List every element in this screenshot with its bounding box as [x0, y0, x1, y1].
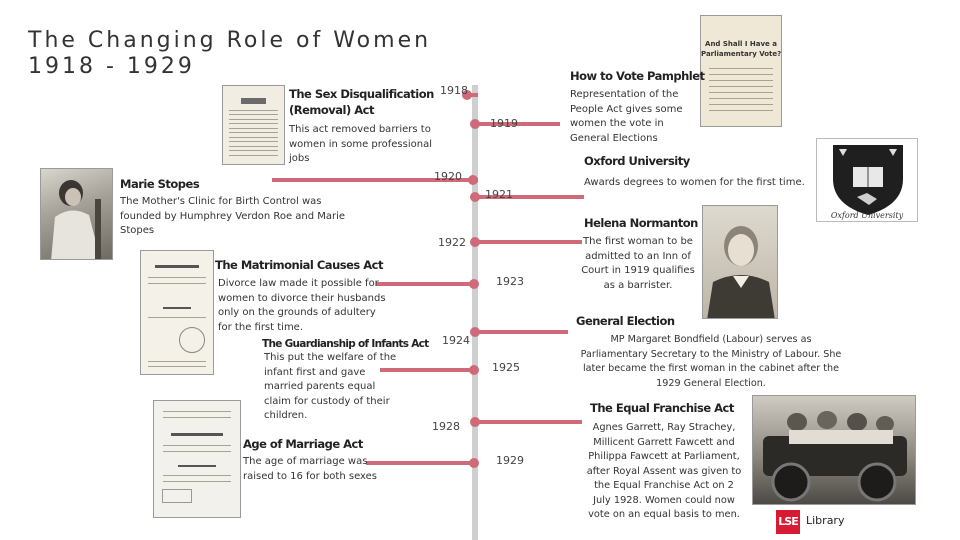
oxford-heading: Oxford University: [584, 154, 690, 168]
connector-dot-1923: [469, 279, 479, 289]
age-of-marriage-text: The age of marriage was raised to 16 for both sexes: [243, 456, 378, 482]
connector-1924: [472, 330, 568, 334]
marie-stopes-heading: Marie Stopes: [120, 177, 200, 191]
sex-disqualification-heading: The Sex Disqualification (Removal) Act: [289, 87, 434, 117]
general-election-heading: General Election: [576, 314, 675, 328]
year-1920: 1920: [434, 170, 462, 183]
year-1921: 1921: [485, 188, 513, 201]
helena-normanton-heading: Helena Normanton: [584, 216, 698, 230]
year-1924: 1924: [442, 334, 470, 347]
lse-library-label: Library: [806, 514, 845, 527]
timeline-axis: [472, 85, 478, 540]
year-1919: 1919: [490, 117, 518, 130]
connector-dot-1924: [470, 327, 480, 337]
connector-dot-1929: [469, 458, 479, 468]
connector-1929: [366, 461, 478, 465]
age-of-marriage-document: [153, 400, 241, 518]
general-election-text: MP Margaret Bondfield (Labour) serves as Parliamentary Secretary to the Ministry of Labour. She later became the first woman in the cabinet after the 1929 General Election.: [580, 334, 842, 389]
marie-stopes-text: The Mother's Clinic for Birth Control was founded by Humphrey Verdon Roe and Marie Stopes: [120, 196, 346, 236]
year-1928: 1928: [432, 420, 460, 433]
helena-normanton-text: The first woman to be admitted to an Inn of Court in 1919 qualifies as a barrister.: [581, 236, 695, 291]
pamphlet-title-line-1: And Shall I Have a: [705, 40, 777, 48]
matrimonial-causes-heading: The Matrimonial Causes Act: [215, 258, 383, 272]
year-1929: 1929: [496, 454, 524, 467]
helena-normanton-photo: [702, 205, 778, 319]
connector-1922: [472, 240, 582, 244]
connector-dot-1921: [470, 192, 480, 202]
guardianship-text: This put the welfare of the infant first and gave married parents equal claim for custody of their children.: [264, 352, 397, 421]
year-1922: 1922: [438, 236, 466, 249]
matrimonial-causes-text: Divorce law made it possible for women to divorce their husbands only on the grounds of adultery for the first time.: [218, 278, 386, 333]
equal-franchise-photo: [752, 395, 916, 505]
connector-dot-1925: [469, 365, 479, 375]
guardianship-heading: The Guardianship of Infants Act: [262, 338, 429, 350]
title-line-1: The Changing Role of Women: [28, 28, 432, 53]
year-1923: 1923: [496, 275, 524, 288]
lse-logo: LSE: [776, 510, 800, 534]
year-1925: 1925: [492, 361, 520, 374]
title-line-2: 1918 - 1929: [28, 54, 195, 79]
vote-pamphlet-image: [700, 15, 782, 127]
equal-franchise-text: Agnes Garrett, Ray Strachey, Millicent Garrett Fawcett and Philippa Fawcett at Parliament, after Royal Assent was given to the Equal Franchise Act on 2 July 1928. Women could now vote on an equal basis to men.: [586, 422, 742, 520]
connector-dot-1928: [470, 417, 480, 427]
connector-dot-1919: [470, 119, 480, 129]
oxford-crest-caption: Oxford University: [830, 211, 904, 220]
vote-pamphlet-text: Representation of the People Act gives some women the vote in General Elections: [570, 89, 683, 144]
matrimonial-causes-document: [140, 250, 214, 375]
sex-disqualification-act-document: [222, 85, 285, 165]
oxford-shield-icon: [817, 139, 918, 222]
age-of-marriage-heading: Age of Marriage Act: [243, 437, 363, 451]
year-1918: 1918: [440, 84, 468, 97]
connector-dot-1920: [468, 175, 478, 185]
connector-1928: [472, 420, 582, 424]
equal-franchise-heading: The Equal Franchise Act: [590, 401, 734, 415]
page-title: [28, 28, 431, 80]
pamphlet-title-line-2: Parliamentary Vote?: [701, 50, 782, 58]
marie-stopes-photo: [40, 168, 113, 260]
oxford-text: Awards degrees to women for the first time.: [584, 177, 805, 188]
sex-disqualification-text: This act removed barriers to women in some professional jobs: [289, 124, 432, 164]
connector-dot-1922: [470, 237, 480, 247]
vote-pamphlet-heading: How to Vote Pamphlet: [570, 69, 705, 83]
connector-1923: [376, 282, 478, 286]
oxford-crest-image: [816, 138, 918, 222]
